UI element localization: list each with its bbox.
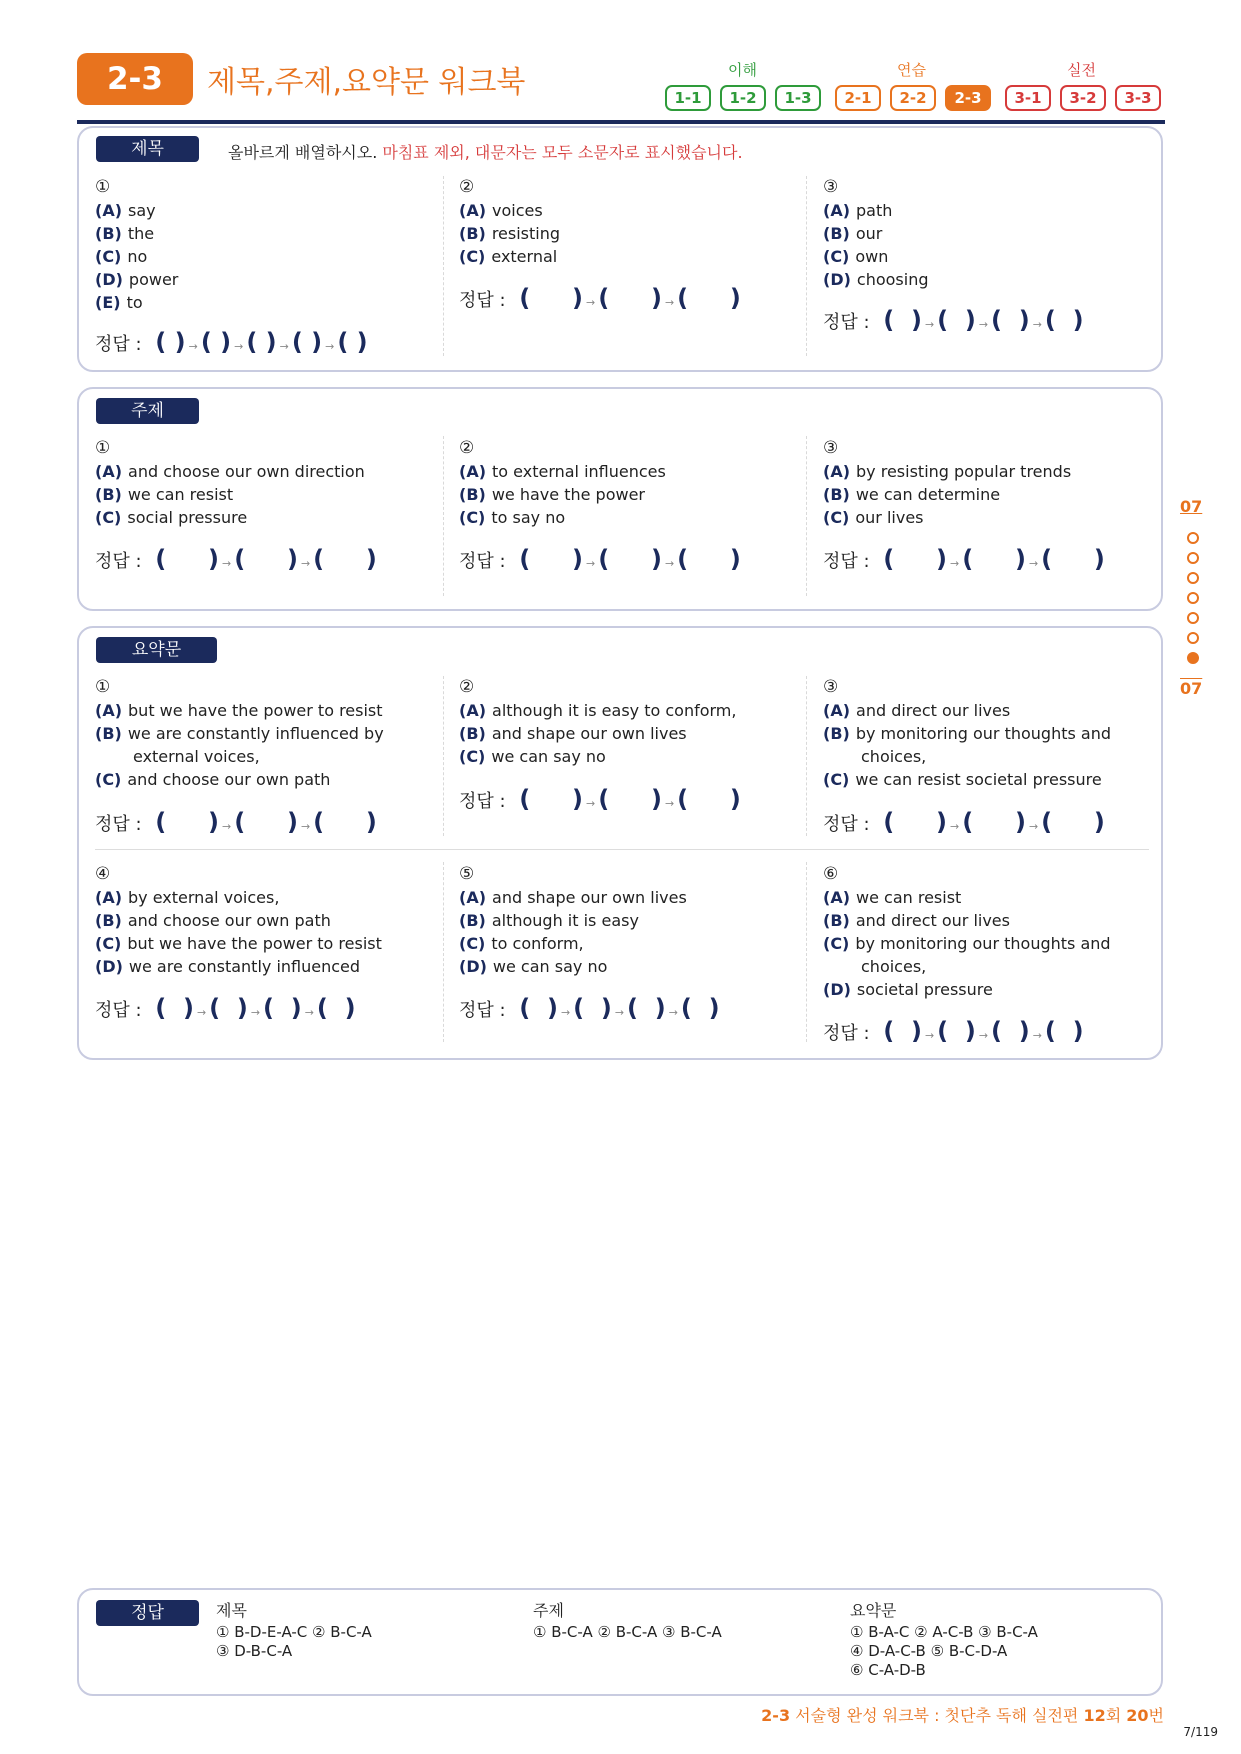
question-number: ① [95,438,111,458]
question-number: ③ [823,177,839,197]
option-c: (C) own [823,247,889,266]
title-question-2 [459,175,789,268]
answer-blank-row[interactable]: 정답 : ( ) → ( ) → ( ) → ( ) [823,306,1084,334]
option-d: (D) power [95,270,179,289]
option-b: (B) we can determine [823,485,1001,504]
level-group-real-label: 실전 [1067,61,1096,79]
column-divider [806,436,807,596]
answer-blank-row[interactable]: 정답 : ( ) → ( ) → ( ) → ( ) [95,994,356,1022]
row-divider [95,849,1149,850]
title-question-1 [95,175,425,314]
side-index-dot-active [1187,652,1199,664]
side-index-top: 07 [1180,497,1203,516]
option-d: (D) we can say no [459,957,608,976]
option-a: (A) to external influences [459,462,666,481]
side-index-dot [1187,592,1199,604]
option-b: (B) and direct our lives [823,911,1010,930]
option-c: (C) to say no [459,508,566,527]
answer-blank-row[interactable]: 정답 : ( ) → ( ) → ( ) [459,545,741,573]
option-c: (C) we can say no [459,747,606,766]
option-a: (A) by resisting popular trends [823,462,1072,481]
option-a: (A) and shape our own lives [459,888,687,907]
answer-key-line: ① B-C-A ② B-C-A ③ B-C-A [533,1623,722,1641]
summary-question-5 [459,862,799,978]
question-number: ① [95,177,111,197]
level-tab-2-1[interactable]: 2-1 [835,85,881,111]
side-index-dot [1187,572,1199,584]
column-divider [806,676,807,836]
option-d: (D) we are constantly influenced [95,957,361,976]
side-index-dot [1187,532,1199,544]
topic-question-3 [823,436,1153,529]
option-a: (A) although it is easy to conform, [459,701,737,720]
answer-key-line: ① B-D-E-A-C ② B-C-A [216,1623,372,1641]
answer-blank-row[interactable]: 정답 : ( ) → ( ) → ( ) [95,545,377,573]
option-b: (B) and choose our own path [95,911,331,930]
instruction-text [228,140,743,163]
option-c: (C) social pressure [95,508,248,527]
option-a: (A) but we have the power to resist [95,701,383,720]
option-b-continued: external voices, [133,747,260,766]
answer-key-tag: 정답 [96,1600,199,1626]
option-b: (B) resisting [459,224,561,243]
column-divider [443,176,444,356]
page-number: 7/119 [1183,1725,1218,1739]
side-index-dot [1187,552,1199,564]
page-title: 제목,주제,요약문 워크북 [207,65,526,100]
answer-key-title-column: 제목 [216,1601,247,1620]
option-a: (A) voices [459,201,543,220]
level-group-practice-label: 연습 [897,61,926,79]
question-number: ④ [95,864,111,884]
topic-question-1 [95,436,425,529]
level-tab-3-3[interactable]: 3-3 [1115,85,1161,111]
option-b: (B) our [823,224,883,243]
side-index-dot [1187,632,1199,644]
answer-blank-row[interactable]: 정답 : ( ) → ( ) → ( ) [95,808,377,836]
option-c: (C) no [95,247,148,266]
summary-question-6 [823,862,1163,1001]
option-c: (C) to conform, [459,934,584,953]
option-b: (B) we can resist [95,485,234,504]
side-index-bottom: 07 [1180,679,1203,698]
option-a: (A) and direct our lives [823,701,1011,720]
answer-blank-row[interactable]: 정답 : ( ) → ( ) → ( ) → ( ) [823,1017,1084,1045]
header-rule [77,120,1165,124]
option-c: (C) our lives [823,508,924,527]
option-c: (C) but we have the power to resist [95,934,382,953]
answer-blank-row[interactable]: 정답 : ( ) → ( ) → ( ) [823,545,1105,573]
title-section-tag: 제목 [96,136,199,162]
footer-title: 2-3 서술형 완성 워크북 : 첫단추 독해 실전편 12회 20번 [761,1706,1164,1725]
option-a: (A) by external voices, [95,888,280,907]
level-tab-1-3[interactable]: 1-3 [775,85,821,111]
topic-question-2 [459,436,789,529]
question-number: ② [459,177,475,197]
question-number: ② [459,438,475,458]
level-tab-2-3-active[interactable]: 2-3 [945,85,991,111]
column-divider [806,862,807,1042]
option-a: (A) path [823,201,893,220]
option-c: (C) we can resist societal pressure [823,770,1102,789]
option-a: (A) say [95,201,156,220]
option-c: (C) by monitoring our thoughts and [823,934,1111,953]
question-number: ⑤ [459,864,475,884]
option-d: (D) choosing [823,270,929,289]
summary-question-1 [95,675,435,791]
option-b: (B) although it is easy [459,911,639,930]
option-a: (A) and choose our own direction [95,462,365,481]
option-b: (B) and shape our own lives [459,724,687,743]
instruction-note: 마침표 제외, 대문자는 모두 소문자로 표시했습니다. [377,143,743,162]
summary-question-2 [459,675,799,768]
answer-key-summary-column: 요약문 [850,1601,897,1620]
question-number: ⑥ [823,864,839,884]
option-c: (C) and choose our own path [95,770,331,789]
answer-key-line: ④ D-A-C-B ⑤ B-C-D-A [850,1642,1008,1660]
question-number: ③ [823,438,839,458]
title-question-3 [823,175,1153,291]
option-e: (E) to [95,293,143,312]
level-group-understand-label: 이해 [728,61,757,79]
column-divider [443,862,444,1042]
question-number: ② [459,677,475,697]
lesson-badge: 2-3 [77,53,193,105]
column-divider [806,176,807,356]
option-c: (C) external [459,247,558,266]
option-b: (B) the [95,224,155,243]
option-d: (D) societal pressure [823,980,993,999]
answer-blank-row[interactable]: 정답 : ( ) → ( ) → ( ) → ( ) [459,994,720,1022]
answer-key-topic-column: 주제 [533,1601,564,1620]
topic-section-tag: 주제 [96,398,199,424]
summary-question-3 [823,675,1163,791]
level-tab-2-2[interactable]: 2-2 [890,85,936,111]
answer-blank-row[interactable]: 정답 : ( ) → ( ) → ( ) [459,785,741,813]
option-b: (B) by monitoring our thoughts and [823,724,1111,743]
answer-blank-row[interactable]: 정답 : ( ) → ( ) → ( ) [459,284,741,312]
level-tab-1-1[interactable]: 1-1 [665,85,711,111]
level-tab-3-1[interactable]: 3-1 [1005,85,1051,111]
question-number: ③ [823,677,839,697]
side-index-dot [1187,612,1199,624]
answer-blank-row[interactable]: 정답 : ( ) → ( ) → ( ) → ( ) → ( ) [95,328,368,356]
summary-section-tag: 요약문 [96,637,217,663]
option-b: (B) we are constantly influenced by [95,724,384,743]
option-b-continued: choices, [861,747,927,766]
level-tab-3-2[interactable]: 3-2 [1060,85,1106,111]
answer-blank-row[interactable]: 정답 : ( ) → ( ) → ( ) [823,808,1105,836]
option-b: (B) we have the power [459,485,645,504]
instruction-main: 올바르게 배열하시오. [228,143,378,162]
option-a: (A) we can resist [823,888,962,907]
level-tab-1-2[interactable]: 1-2 [720,85,766,111]
question-number: ① [95,677,111,697]
summary-question-4 [95,862,435,978]
column-divider [443,436,444,596]
answer-key-line: ⑥ C-A-D-B [850,1661,926,1679]
option-c-continued: choices, [861,957,927,976]
column-divider [443,676,444,836]
answer-key-line: ① B-A-C ② A-C-B ③ B-C-A [850,1623,1038,1641]
answer-key-line: ③ D-B-C-A [216,1642,293,1660]
